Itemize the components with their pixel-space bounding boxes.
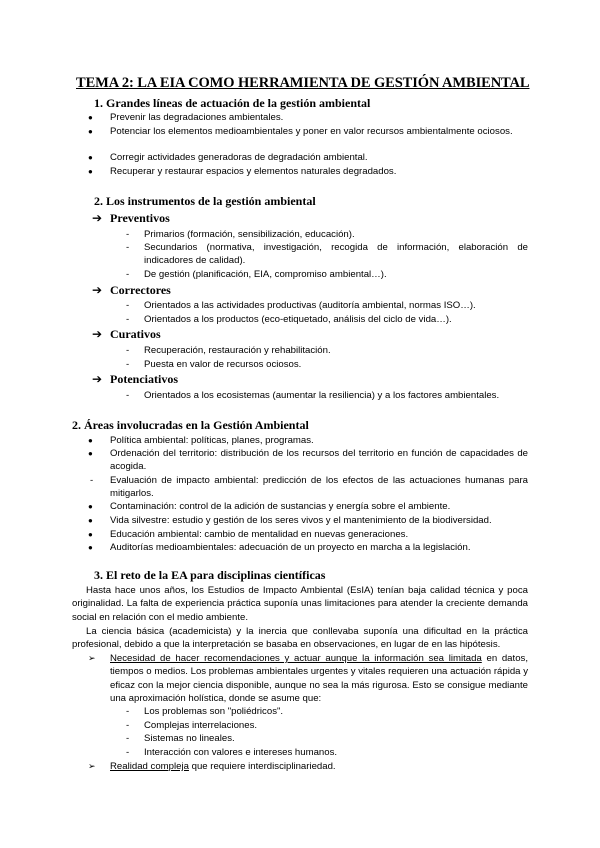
list-item: ➢ Realidad compleja que requiere interdisciplinariedad.	[88, 761, 336, 772]
dash-marker: -	[126, 359, 130, 370]
paragraph: La ciencia básica (academicista) y la inercia que conllevaba suponía una dificultad en la práctica profesional, debido a que la interpretación se basaba en observaciones, en lugar de en las hipótesis.	[72, 626, 528, 651]
section-heading-2: 2. Los instrumentos de la gestión ambiental	[94, 194, 316, 208]
list-item: - Evaluación de impacto ambiental: predicción de los efectos de las actuaciones humanas para mitigarlos.	[90, 475, 528, 500]
subheading-preventivos: ➔ Preventivos	[92, 211, 170, 225]
list-item: - Orientados a los productos (eco-etiquetado, análisis del ciclo de vida…).	[126, 314, 452, 325]
list-item: ● Contaminación: control de la adición de sustancias y energía sobre el ambiente.	[88, 501, 451, 512]
dash-marker: -	[126, 269, 130, 280]
dash-marker: -	[126, 706, 130, 717]
list-item: - Primarios (formación, sensibilización, educación).	[126, 229, 355, 240]
arrowhead-icon: ➢	[88, 761, 96, 771]
underlined-phrase: Necesidad de hacer recomendaciones y actuar aunque la información sea limitada	[110, 653, 482, 664]
dash-marker: -	[126, 345, 130, 356]
list-item: - De gestión (planificación, EIA, compromiso ambiental…).	[126, 269, 387, 280]
arrow-right-icon: ➔	[92, 327, 103, 341]
arrow-right-icon: ➔	[92, 211, 103, 225]
document-title: TEMA 2: LA EIA COMO HERRAMIENTA DE GESTIÓN AMBIENTAL	[76, 75, 530, 91]
bullet-icon: ●	[88, 530, 93, 539]
dash-marker: -	[126, 390, 130, 401]
list-item: - Los problemas son "poliédricos".	[126, 706, 284, 717]
bullet-icon: ●	[88, 543, 93, 552]
list-item: ● Vida silvestre: estudio y gestión de los seres vivos y el mantenimiento de la biodiversidad.	[88, 515, 492, 526]
list-item: ● Política ambiental: políticas, planes, programas.	[88, 435, 314, 446]
bullet-icon: ●	[88, 436, 93, 445]
dash-marker: -	[126, 720, 130, 731]
subheading-curativos: ➔ Curativos	[92, 327, 161, 341]
subheading-potenciativos: ➔ Potenciativos	[92, 372, 178, 386]
bullet-icon: ●	[88, 127, 93, 136]
section-heading-1: 1. Grandes líneas de actuación de la gestión ambiental	[94, 96, 371, 110]
list-item: - Sistemas no lineales.	[126, 733, 235, 744]
list-item: ● Potenciar los elementos medioambientales y poner en valor recursos ambientalmente ociosos.	[88, 126, 513, 137]
bullet-icon: ●	[88, 153, 93, 162]
bullet-icon: ●	[88, 516, 93, 525]
list-item: ● Educación ambiental: cambio de mentalidad en nuevas generaciones.	[88, 529, 409, 540]
dash-marker: -	[90, 475, 94, 486]
list-item: - Puesta en valor de recursos ociosos.	[126, 359, 302, 370]
list-item: ➢ Necesidad de hacer recomendaciones y actuar aunque la información sea limitada en datos, tiempos o medios. Los problemas ambientales urgentes y vitales requieren una actuación rápida y eficaz con la mejor ciencia disponible, aunque no sea la más rigurosa. Esto se consigue mediante una aproximación holística, donde se asume que:	[88, 653, 528, 705]
list-item: - Orientados a los ecosistemas (aumentar la resiliencia) y a los factores ambientales.	[126, 390, 500, 401]
dash-marker: -	[126, 747, 130, 758]
arrowhead-icon: ➢	[88, 653, 96, 663]
bullet-icon: ●	[88, 113, 93, 122]
arrow-right-icon: ➔	[92, 283, 103, 297]
dash-marker: -	[126, 733, 130, 744]
list-item: - Recuperación, restauración y rehabilitación.	[126, 345, 331, 356]
list-item: ● Recuperar y restaurar espacios y elementos naturales degradados.	[88, 166, 397, 177]
list-item: ● Prevenir las degradaciones ambientales.	[88, 112, 284, 123]
subheading-correctores: ➔ Correctores	[92, 283, 171, 297]
bullet-icon: ●	[88, 449, 93, 458]
bullet-icon: ●	[88, 502, 93, 511]
section-heading-3: 2. Áreas involucradas en la Gestión Ambiental	[72, 418, 309, 432]
list-item: - Complejas interrelaciones.	[126, 720, 258, 731]
underlined-phrase: Realidad compleja	[110, 761, 189, 772]
section-heading-4: 3. El reto de la EA para disciplinas científicas	[94, 568, 326, 582]
dash-marker: -	[126, 314, 130, 325]
dash-marker: -	[126, 229, 130, 240]
list-item: - Interacción con valores e intereses humanos.	[126, 747, 338, 758]
list-item: ● Corregir actividades generadoras de degradación ambiental.	[88, 152, 368, 163]
list-item: ● Ordenación del territorio: distribución de los recursos del territorio en función de capacidades de acogida.	[88, 448, 528, 473]
bullet-icon: ●	[88, 167, 93, 176]
list-item: - Orientados a las actividades productivas (auditoría ambiental, normas ISO…).	[126, 300, 476, 311]
dash-marker: -	[126, 300, 130, 311]
paragraph: Hasta hace unos años, los Estudios de Impacto Ambiental (EsIA) tenían baja calidad técnica y poca originalidad. La falta de experiencia práctica suponía unas limitaciones para atender la creciente demanda social en relación con el medio ambiente.	[72, 585, 528, 623]
list-item: ● Auditorías medioambientales: adecuación de un proyecto en marcha a la legislación.	[88, 542, 471, 553]
dash-marker: -	[126, 242, 130, 253]
arrow-right-icon: ➔	[92, 372, 103, 386]
list-item: - Secundarios (normativa, investigación, recogida de información, elaboración de indicadores de calidad).	[126, 242, 528, 267]
